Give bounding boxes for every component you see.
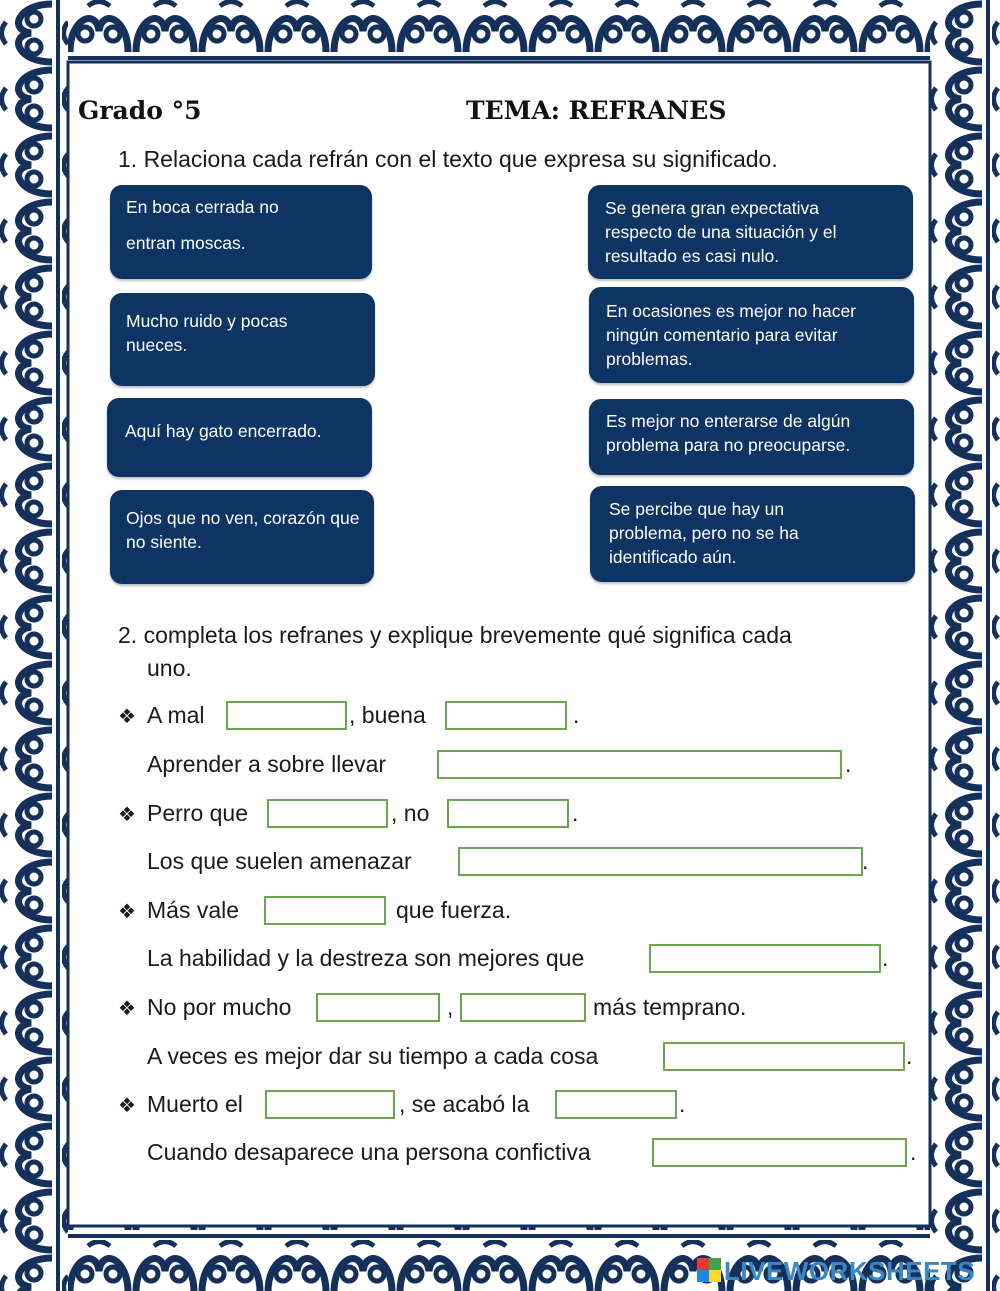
section1-instruction: 1. Relaciona cada refrán con el texto que expresa su significado.	[118, 146, 778, 172]
proverb-text: Más vale	[147, 897, 240, 923]
answer-input[interactable]	[316, 993, 440, 1022]
card-text: Es mejor no enterarse de algún problema para no preocuparse.	[606, 411, 851, 455]
meaning-card[interactable]	[588, 185, 913, 279]
meaning-input[interactable]	[649, 944, 881, 973]
proverb-card[interactable]	[110, 293, 375, 386]
meaning-card[interactable]	[590, 486, 915, 582]
proverb-text: más temprano.	[593, 994, 747, 1020]
bullet-icon: ❖	[118, 998, 136, 1020]
meaning-input[interactable]	[458, 847, 863, 876]
answer-input[interactable]	[265, 1090, 395, 1119]
answer-input[interactable]	[460, 993, 586, 1022]
section2-instruction: 2. completa los refranes y explique brevemente qué significa cada	[118, 622, 792, 648]
proverb-text: A mal	[147, 702, 205, 728]
card-text: En ocasiones es mejor no hacer ningún comentario para evitar problemas.	[606, 301, 856, 369]
proverb-text: que fuerza.	[396, 897, 512, 923]
punctuation: .	[845, 751, 852, 777]
meaning-text: Los que suelen amenazar	[147, 848, 412, 874]
meaning-card[interactable]	[589, 399, 914, 475]
topic-heading: TEMA: REFRANES	[466, 96, 727, 125]
answer-input[interactable]	[445, 701, 567, 730]
meaning-input[interactable]	[437, 750, 842, 779]
proverb-card[interactable]	[110, 185, 372, 279]
card-text: Mucho ruido y pocas nueces.	[126, 311, 288, 355]
punctuation: .	[679, 1091, 686, 1117]
grade-heading: Grado °5	[78, 96, 202, 125]
proverb-text: No por mucho	[147, 994, 292, 1020]
bullet-icon: ❖	[118, 804, 136, 826]
meaning-card[interactable]	[589, 287, 914, 383]
answer-input[interactable]	[226, 701, 347, 730]
card-text: Se genera gran expectativa respecto de una situación y el resultado es casi nulo.	[605, 198, 837, 266]
meaning-input[interactable]	[663, 1042, 905, 1071]
card-text: entran moscas.	[126, 233, 246, 253]
proverb-card[interactable]	[107, 398, 372, 477]
meaning-text: Aprender a sobre llevar	[147, 751, 387, 777]
punctuation: .	[882, 945, 889, 971]
answer-input[interactable]	[555, 1090, 677, 1119]
meaning-text: La habilidad y la destreza son mejores que	[147, 945, 585, 971]
card-text: Aquí hay gato encerrado.	[125, 421, 322, 441]
bullet-icon: ❖	[118, 901, 136, 923]
punctuation: .	[910, 1139, 917, 1165]
section2-instruction-cont: uno.	[147, 655, 192, 681]
punctuation: .	[906, 1043, 913, 1069]
card-text: En boca cerrada no	[126, 197, 279, 217]
meaning-text: Cuando desaparece una persona confictiva	[147, 1139, 591, 1165]
meaning-input[interactable]	[652, 1138, 907, 1167]
proverb-card[interactable]	[110, 490, 374, 584]
answer-input[interactable]	[267, 799, 388, 828]
watermark-text: LIVEWORKSHEETS	[724, 1256, 976, 1286]
proverb-text: Perro que	[147, 800, 249, 826]
proverb-text: Muerto el	[147, 1091, 243, 1117]
meaning-text: A veces es mejor dar su tiempo a cada cosa	[147, 1043, 599, 1069]
answer-input[interactable]	[447, 799, 569, 828]
liveworksheets-logo-icon	[697, 1258, 721, 1282]
punctuation: .	[572, 800, 579, 826]
proverb-text: , buena	[349, 702, 426, 728]
bullet-icon: ❖	[118, 1095, 136, 1117]
card-text: Ojos que no ven, corazón que no siente.	[126, 508, 360, 552]
bullet-icon: ❖	[118, 706, 136, 728]
card-text: Se percibe que hay un problema, pero no se ha identificado aún.	[609, 499, 799, 567]
punctuation: .	[573, 702, 580, 728]
punctuation: ,	[447, 994, 454, 1020]
proverb-text: , no	[391, 800, 430, 826]
punctuation: .	[862, 848, 869, 874]
answer-input[interactable]	[264, 896, 386, 925]
proverb-text: , se acabó la	[399, 1091, 530, 1117]
